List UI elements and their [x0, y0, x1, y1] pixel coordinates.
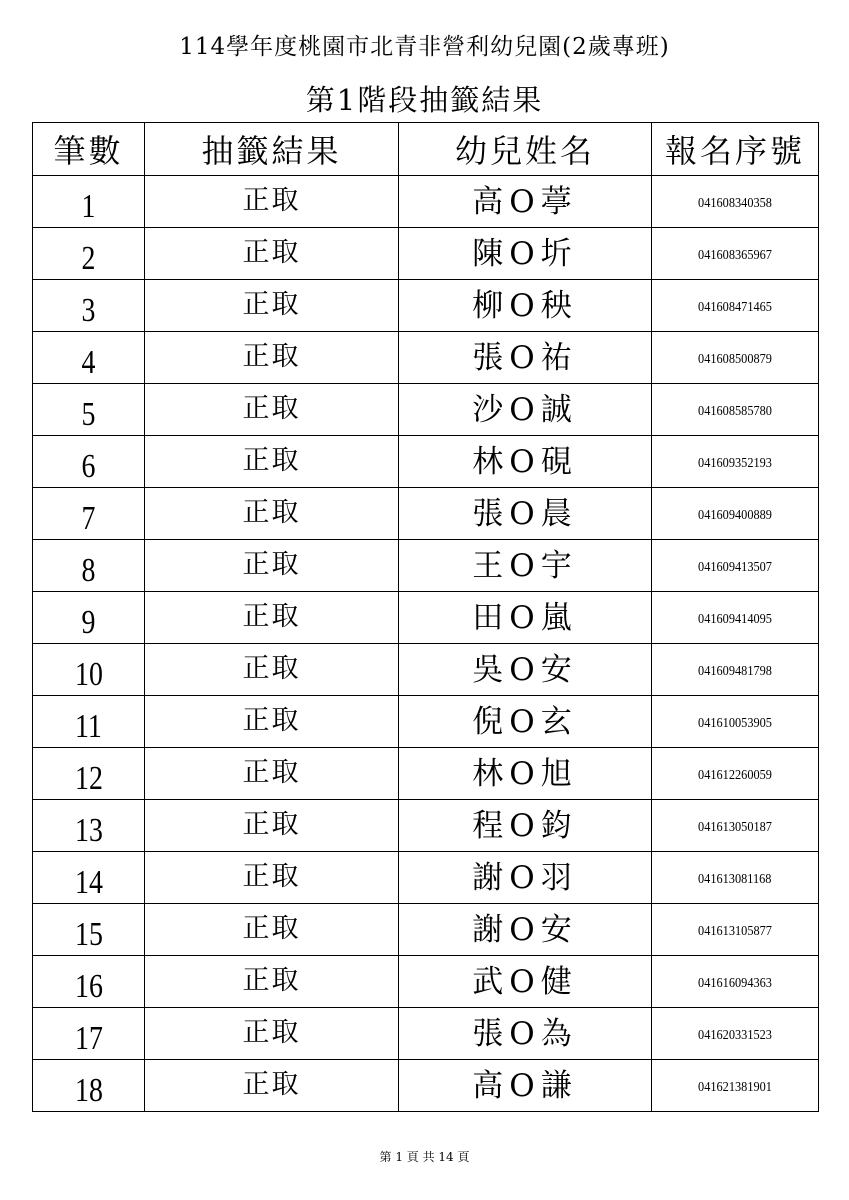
row-result: 正取 — [242, 913, 301, 944]
row-number: 14 — [74, 863, 103, 901]
row-child-name: 林O旭 — [472, 756, 578, 792]
row-child-name-cell — [399, 644, 652, 696]
row-registration-id: 041616094363 — [698, 975, 772, 991]
row-number: 6 — [81, 447, 96, 485]
row-number: 8 — [81, 551, 96, 589]
row-result: 正取 — [242, 341, 301, 372]
row-number: 11 — [75, 707, 102, 745]
row-number: 3 — [81, 291, 96, 329]
row-child-name-cell — [399, 228, 652, 280]
row-result: 正取 — [242, 1017, 301, 1048]
document-title: 114學年度桃園市北青非營利幼兒園(2歲專班) — [179, 34, 670, 60]
row-registration-id: 041609481798 — [698, 663, 772, 679]
row-number: 2 — [81, 239, 96, 277]
row-registration-id: 041609413507 — [698, 559, 772, 575]
row-result: 正取 — [242, 965, 301, 996]
row-child-name: 沙O誠 — [472, 392, 578, 428]
row-result-cell — [145, 228, 399, 280]
row-result: 正取 — [242, 445, 301, 476]
row-registration-id-cell — [652, 904, 819, 956]
row-result: 正取 — [242, 549, 301, 580]
row-registration-id: 041608585780 — [698, 403, 772, 419]
row-registration-id: 041610053905 — [698, 715, 772, 731]
row-registration-id-cell — [652, 696, 819, 748]
table-body — [33, 176, 819, 1112]
row-number-cell — [33, 956, 145, 1008]
row-registration-id: 041609414095 — [698, 611, 772, 627]
row-child-name: 武O健 — [472, 964, 578, 1000]
row-result-cell — [145, 956, 399, 1008]
column-header-result: 抽籤結果 — [145, 123, 399, 176]
row-result: 正取 — [242, 393, 301, 424]
table-row — [33, 384, 819, 436]
row-registration-id-cell — [652, 332, 819, 384]
row-child-name: 王O宇 — [472, 548, 578, 584]
row-number: 17 — [74, 1019, 103, 1057]
row-child-name: 陳O圻 — [472, 236, 578, 272]
row-number-cell — [33, 280, 145, 332]
row-result-cell — [145, 592, 399, 644]
row-result-cell — [145, 1060, 399, 1112]
row-registration-id-cell — [652, 644, 819, 696]
row-child-name: 張O為 — [472, 1016, 578, 1052]
row-result: 正取 — [242, 289, 301, 320]
table-row — [33, 592, 819, 644]
row-number: 1 — [81, 187, 96, 225]
row-number: 18 — [74, 1071, 103, 1109]
document-subtitle: 第1階段抽籤結果 — [305, 83, 544, 117]
table-row — [33, 436, 819, 488]
row-registration-id-cell — [652, 592, 819, 644]
row-child-name: 倪O玄 — [472, 704, 578, 740]
row-result-cell — [145, 1008, 399, 1060]
row-registration-id: 041621381901 — [698, 1079, 772, 1095]
row-result: 正取 — [242, 185, 301, 216]
row-number: 15 — [74, 915, 103, 953]
row-child-name: 張O晨 — [472, 496, 578, 532]
row-result-cell — [145, 540, 399, 592]
row-number: 13 — [74, 811, 103, 849]
column-header-count: 筆數 — [33, 123, 145, 176]
row-number-cell — [33, 540, 145, 592]
row-child-name-cell — [399, 332, 652, 384]
row-result: 正取 — [242, 861, 301, 892]
row-registration-id: 041613105877 — [698, 923, 772, 939]
column-header-registration-id: 報名序號 — [652, 123, 819, 176]
row-result-cell — [145, 696, 399, 748]
row-number-cell — [33, 800, 145, 852]
table-row — [33, 644, 819, 696]
row-number-cell — [33, 176, 145, 228]
row-child-name: 張O祐 — [472, 340, 578, 376]
row-registration-id-cell — [652, 800, 819, 852]
table-row — [33, 540, 819, 592]
table-row — [33, 1008, 819, 1060]
row-number-cell — [33, 488, 145, 540]
row-registration-id-cell — [652, 488, 819, 540]
row-child-name: 謝O安 — [472, 912, 578, 948]
table-row — [33, 280, 819, 332]
row-registration-id-cell — [652, 852, 819, 904]
row-child-name-cell — [399, 800, 652, 852]
row-child-name-cell — [399, 384, 652, 436]
row-child-name: 高O謙 — [472, 1068, 578, 1104]
row-registration-id: 041613050187 — [698, 819, 772, 835]
row-registration-id-cell — [652, 280, 819, 332]
row-registration-id: 041609352193 — [698, 455, 772, 471]
row-registration-id: 041609400889 — [698, 507, 772, 523]
row-number-cell — [33, 644, 145, 696]
row-registration-id-cell — [652, 436, 819, 488]
row-registration-id-cell — [652, 748, 819, 800]
table-row — [33, 176, 819, 228]
row-child-name-cell — [399, 1008, 652, 1060]
row-child-name-cell — [399, 1060, 652, 1112]
row-registration-id-cell — [652, 228, 819, 280]
row-child-name: 高O葶 — [472, 184, 578, 220]
row-child-name: 柳O秧 — [472, 288, 578, 324]
table-row — [33, 800, 819, 852]
row-result-cell — [145, 384, 399, 436]
row-child-name-cell — [399, 592, 652, 644]
row-number-cell — [33, 904, 145, 956]
row-number-cell — [33, 1060, 145, 1112]
table-row — [33, 696, 819, 748]
row-result-cell — [145, 800, 399, 852]
row-registration-id-cell — [652, 1060, 819, 1112]
row-child-name-cell — [399, 540, 652, 592]
row-number: 9 — [81, 603, 96, 641]
row-number-cell — [33, 436, 145, 488]
row-child-name: 田O嵐 — [472, 600, 578, 636]
table-row — [33, 488, 819, 540]
table-header-row — [33, 123, 819, 176]
row-registration-id: 041612260059 — [698, 767, 772, 783]
row-registration-id: 041620331523 — [698, 1027, 772, 1043]
row-registration-id-cell — [652, 176, 819, 228]
row-registration-id: 041613081168 — [698, 871, 772, 887]
row-number: 12 — [74, 759, 103, 797]
table-row — [33, 956, 819, 1008]
lottery-results-table — [32, 122, 819, 1112]
table-row — [33, 228, 819, 280]
row-result: 正取 — [242, 809, 301, 840]
row-registration-id-cell — [652, 956, 819, 1008]
row-child-name-cell — [399, 696, 652, 748]
row-child-name-cell — [399, 956, 652, 1008]
row-child-name: 林O硯 — [472, 444, 578, 480]
row-child-name: 程O鈞 — [472, 808, 578, 844]
row-number: 16 — [74, 967, 103, 1005]
row-result: 正取 — [242, 757, 301, 788]
row-registration-id: 041608340358 — [698, 195, 772, 211]
row-number-cell — [33, 228, 145, 280]
row-result: 正取 — [242, 705, 301, 736]
table-row — [33, 332, 819, 384]
row-result-cell — [145, 280, 399, 332]
row-result-cell — [145, 488, 399, 540]
row-registration-id-cell — [652, 540, 819, 592]
row-child-name-cell — [399, 280, 652, 332]
row-number: 7 — [81, 499, 96, 537]
row-result-cell — [145, 852, 399, 904]
row-child-name-cell — [399, 904, 652, 956]
row-number: 4 — [81, 343, 96, 381]
row-registration-id: 041608500879 — [698, 351, 772, 367]
row-result-cell — [145, 904, 399, 956]
row-number-cell — [33, 748, 145, 800]
row-registration-id: 041608471465 — [698, 299, 772, 315]
row-result-cell — [145, 748, 399, 800]
row-result-cell — [145, 332, 399, 384]
page-footer: 第 1 頁 共 14 頁 — [379, 1150, 470, 1164]
row-number-cell — [33, 384, 145, 436]
row-child-name: 吳O安 — [472, 652, 578, 688]
row-result: 正取 — [242, 237, 301, 268]
row-number-cell — [33, 592, 145, 644]
row-number: 10 — [74, 655, 103, 693]
row-number: 5 — [81, 395, 96, 433]
row-number-cell — [33, 696, 145, 748]
row-registration-id: 041608365967 — [698, 247, 772, 263]
row-number-cell — [33, 332, 145, 384]
row-child-name-cell — [399, 176, 652, 228]
table-row — [33, 1060, 819, 1112]
row-child-name-cell — [399, 852, 652, 904]
row-result-cell — [145, 436, 399, 488]
row-result: 正取 — [242, 601, 301, 632]
row-child-name-cell — [399, 436, 652, 488]
row-result-cell — [145, 644, 399, 696]
row-number-cell — [33, 852, 145, 904]
row-result: 正取 — [242, 1069, 301, 1100]
table-row — [33, 748, 819, 800]
row-number-cell — [33, 1008, 145, 1060]
row-result: 正取 — [242, 653, 301, 684]
table-row — [33, 904, 819, 956]
row-result-cell — [145, 176, 399, 228]
row-child-name-cell — [399, 748, 652, 800]
row-registration-id-cell — [652, 1008, 819, 1060]
table-row — [33, 852, 819, 904]
row-result: 正取 — [242, 497, 301, 528]
column-header-child-name: 幼兒姓名 — [399, 123, 652, 176]
row-registration-id-cell — [652, 384, 819, 436]
row-child-name-cell — [399, 488, 652, 540]
row-child-name: 謝O羽 — [472, 860, 578, 896]
